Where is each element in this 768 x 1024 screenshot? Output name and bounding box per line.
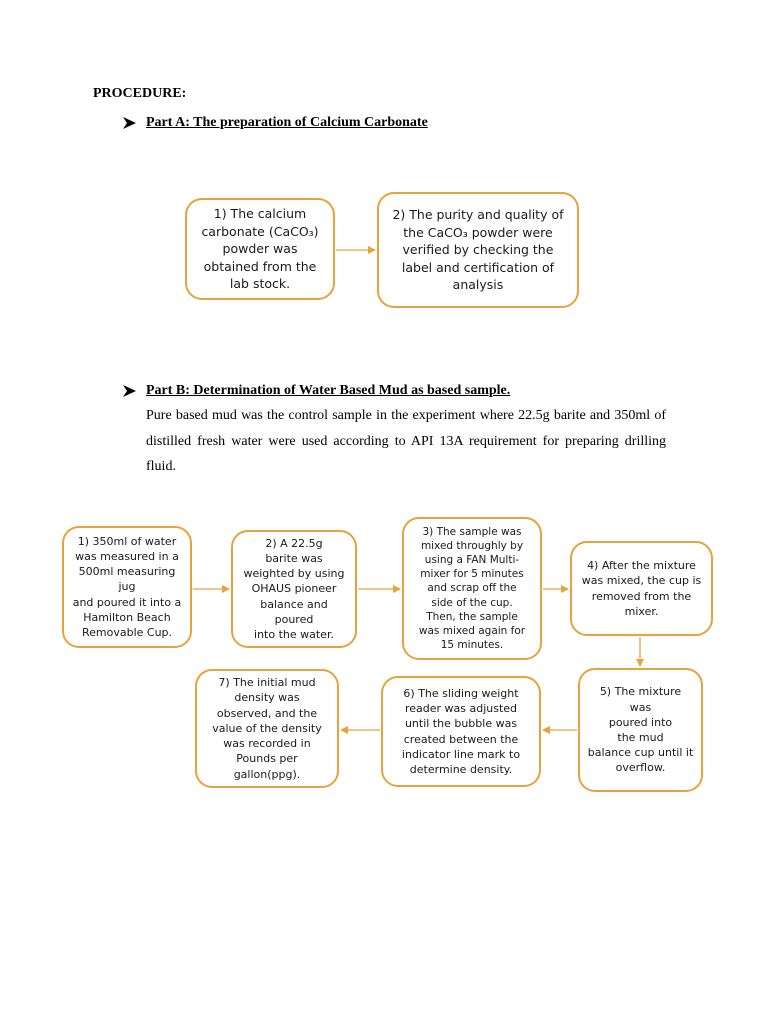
part-b-step-1: 1) 350ml of water was measured in a 500ml measuring jug and poured it into a Hamilton Beach Removable Cup. xyxy=(62,526,192,648)
part-b-step-3: 3) The sample was mixed throughly by using a FAN Multi- mixer for 5 minutes and scrap off the side of the cup. Then, the sample was mixed again for 15 minutes. xyxy=(402,517,542,660)
part-b-step-7: 7) The initial mud density was observed, and the value of the density was recorded in Pounds per gallon(ppg). xyxy=(195,669,339,788)
arrowhead-bullet-icon xyxy=(122,384,138,398)
part-b-step-5: 5) The mixture was poured into the mud balance cup until it overflow. xyxy=(578,668,703,792)
part-b-step-4: 4) After the mixture was mixed, the cup is removed from the mixer. xyxy=(570,541,713,636)
part-a-step-1: 1) The calcium carbonate (CaCO₃) powder was obtained from the lab stock. xyxy=(185,198,335,300)
part-a-title-row xyxy=(122,115,428,131)
part-a-step-2: 2) The purity and quality of the CaCO₃ powder were verified by checking the label and certification of analysis xyxy=(377,192,579,308)
part-b-title: Part B: Determination of Water Based Mud as based sample. xyxy=(146,383,511,398)
arrowhead-bullet-icon xyxy=(122,116,138,130)
part-b-paragraph: Pure based mud was the control sample in the experiment where 22.5g barite and 350ml of distilled fresh water were used according to API 13A requirement for preparing drilling fluid. xyxy=(146,408,666,474)
part-b-title-row xyxy=(122,383,510,399)
part-b-step-6: 6) The sliding weight reader was adjusted until the bubble was created between the indicator line mark to determine density. xyxy=(381,676,541,787)
procedure-heading: PROCEDURE: xyxy=(93,86,187,101)
part-a-title: Part A: The preparation of Calcium Carbonate xyxy=(146,115,428,130)
part-b-step-2: 2) A 22.5g barite was weighted by using OHAUS pioneer balance and poured into the water. xyxy=(231,530,357,648)
